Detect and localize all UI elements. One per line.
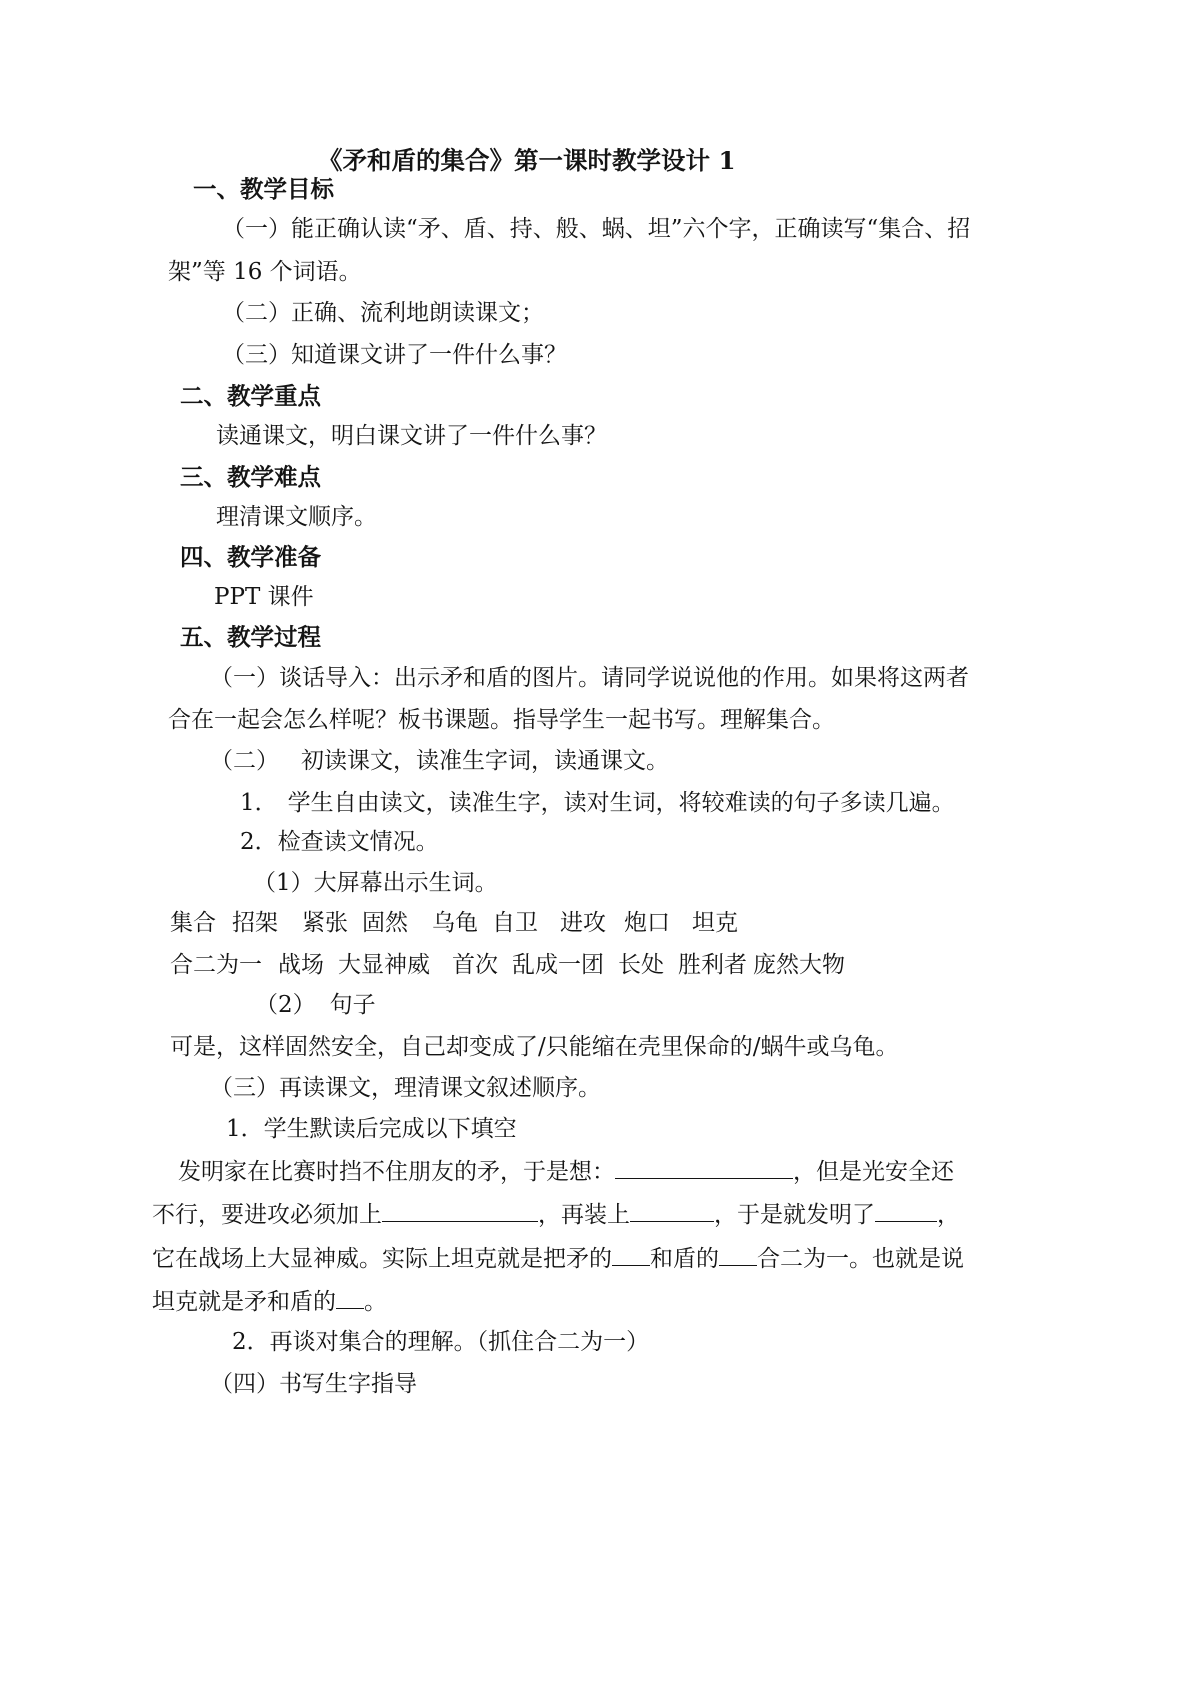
fill-text: 它在战场上大显神威。实际上坦克就是把矛的 xyxy=(152,1246,612,1272)
fill-text: 坦克就是矛和盾的 xyxy=(152,1289,336,1315)
blank-field[interactable] xyxy=(875,1199,937,1222)
vocabulary-word: 胜利者 xyxy=(678,952,747,978)
vocabulary-row-2 xyxy=(170,950,845,980)
process-step-2-2-1: （1）大屏幕出示生词。 xyxy=(253,870,498,896)
section-heading-process: 五、教学过程 xyxy=(180,623,321,651)
process-step-1-line-1: （一）谈话导入：出示矛和盾的图片。请同学说说他的作用。如果将这两者 xyxy=(210,665,969,691)
blank-field[interactable] xyxy=(719,1243,757,1266)
fill-text: 和盾的 xyxy=(650,1246,719,1272)
process-step-2-1-number: 1． xyxy=(240,790,278,816)
process-step-2-1-text: 学生自由读文，读准生字，读对生词，将较难读的句子多读几遍。 xyxy=(287,790,955,816)
process-step-2-2: 2．检查读文情况。 xyxy=(240,829,439,855)
objective-1-line-2: 架”等 16 个词语。 xyxy=(168,259,362,285)
objective-1-line-1: （一）能正确认读“矛、盾、持、般、蜗、坦”六个字，正确读写“集合、招 xyxy=(222,216,971,242)
key-points-text: 读通课文，明白课文讲了一件什么事？ xyxy=(216,423,607,449)
section-heading-difficulties: 三、教学难点 xyxy=(180,463,321,491)
vocabulary-word: 大显神威 xyxy=(338,952,430,978)
process-step-2-text: 初读课文，读准生字词，读通课文。 xyxy=(301,748,669,774)
vocabulary-word: 招架 xyxy=(232,910,278,936)
process-step-1-line-2: 合在一起会怎么样呢？板书课题。指导学生一起书写。理解集合。 xyxy=(168,707,835,733)
difficulties-text: 理清课文顺序。 xyxy=(216,504,377,530)
fill-text: ， xyxy=(937,1202,960,1228)
process-step-2-2-2-label: （2） xyxy=(255,992,316,1018)
fill-text: ，但是光安全还 xyxy=(793,1159,954,1185)
fill-text: 合二为一。也就是说 xyxy=(757,1246,964,1272)
preparation-text: PPT 课件 xyxy=(214,584,314,610)
fill-text: ，于是就发明了 xyxy=(714,1202,875,1228)
process-step-2-1 xyxy=(240,788,955,818)
process-step-3: （三）再读课文，理清课文叙述顺序。 xyxy=(210,1075,601,1101)
blank-field[interactable] xyxy=(615,1156,793,1179)
blank-field[interactable] xyxy=(382,1199,538,1222)
process-step-2-2-2 xyxy=(255,990,376,1020)
fill-blank-line-1 xyxy=(178,1156,954,1187)
fill-blank-line-2 xyxy=(152,1199,960,1230)
blank-field[interactable] xyxy=(630,1199,714,1222)
fill-text: ，再装上 xyxy=(538,1202,630,1228)
blank-field[interactable] xyxy=(336,1286,364,1309)
vocabulary-word: 集合 xyxy=(170,910,216,936)
objective-3: （三）知道课文讲了一件什么事？ xyxy=(222,342,567,368)
example-sentence: 可是，这样固然安全，自己却变成了/只能缩在壳里保命的/蜗牛或乌龟。 xyxy=(170,1034,899,1060)
fill-text: 发明家在比赛时挡不住朋友的矛，于是想： xyxy=(178,1159,615,1185)
process-step-2-label: （二） xyxy=(210,748,279,774)
fill-text: 不行，要进攻必须加上 xyxy=(152,1202,382,1228)
fill-blank-line-3 xyxy=(152,1243,964,1274)
vocabulary-word: 坦克 xyxy=(692,910,738,936)
vocabulary-row-1 xyxy=(170,908,738,938)
fill-text: 。 xyxy=(364,1289,387,1315)
vocabulary-word: 固然 xyxy=(362,910,408,936)
process-step-4: （四）书写生字指导 xyxy=(210,1371,417,1397)
vocabulary-word: 乌龟 xyxy=(432,910,478,936)
vocabulary-word: 乱成一团 xyxy=(512,952,604,978)
vocabulary-word: 自卫 xyxy=(492,910,538,936)
process-step-2 xyxy=(210,746,669,776)
fill-blank-line-4 xyxy=(152,1286,387,1317)
section-heading-preparation: 四、教学准备 xyxy=(180,543,321,571)
vocabulary-word: 战场 xyxy=(278,952,324,978)
objective-2: （二）正确、流利地朗读课文； xyxy=(222,300,544,326)
section-heading-objectives: 一、教学目标 xyxy=(193,175,334,203)
vocabulary-word: 首次 xyxy=(452,952,498,978)
vocabulary-word: 庞然大物 xyxy=(753,952,845,978)
process-step-3-1: 1．学生默读后完成以下填空 xyxy=(226,1116,517,1142)
vocabulary-word: 长处 xyxy=(618,952,664,978)
document-title: 《矛和盾的集合》第一课时教学设计 1 xyxy=(318,146,736,175)
process-step-2-2-2-text: 句子 xyxy=(329,992,376,1018)
vocabulary-word: 合二为一 xyxy=(170,952,262,978)
vocabulary-word: 炮口 xyxy=(624,910,670,936)
section-heading-key-points: 二、教学重点 xyxy=(180,382,321,410)
vocabulary-word: 进攻 xyxy=(560,910,606,936)
vocabulary-word: 紧张 xyxy=(302,910,348,936)
blank-field[interactable] xyxy=(612,1243,650,1266)
process-step-3-2: 2．再谈对集合的理解。（抓住合二为一） xyxy=(232,1329,650,1355)
